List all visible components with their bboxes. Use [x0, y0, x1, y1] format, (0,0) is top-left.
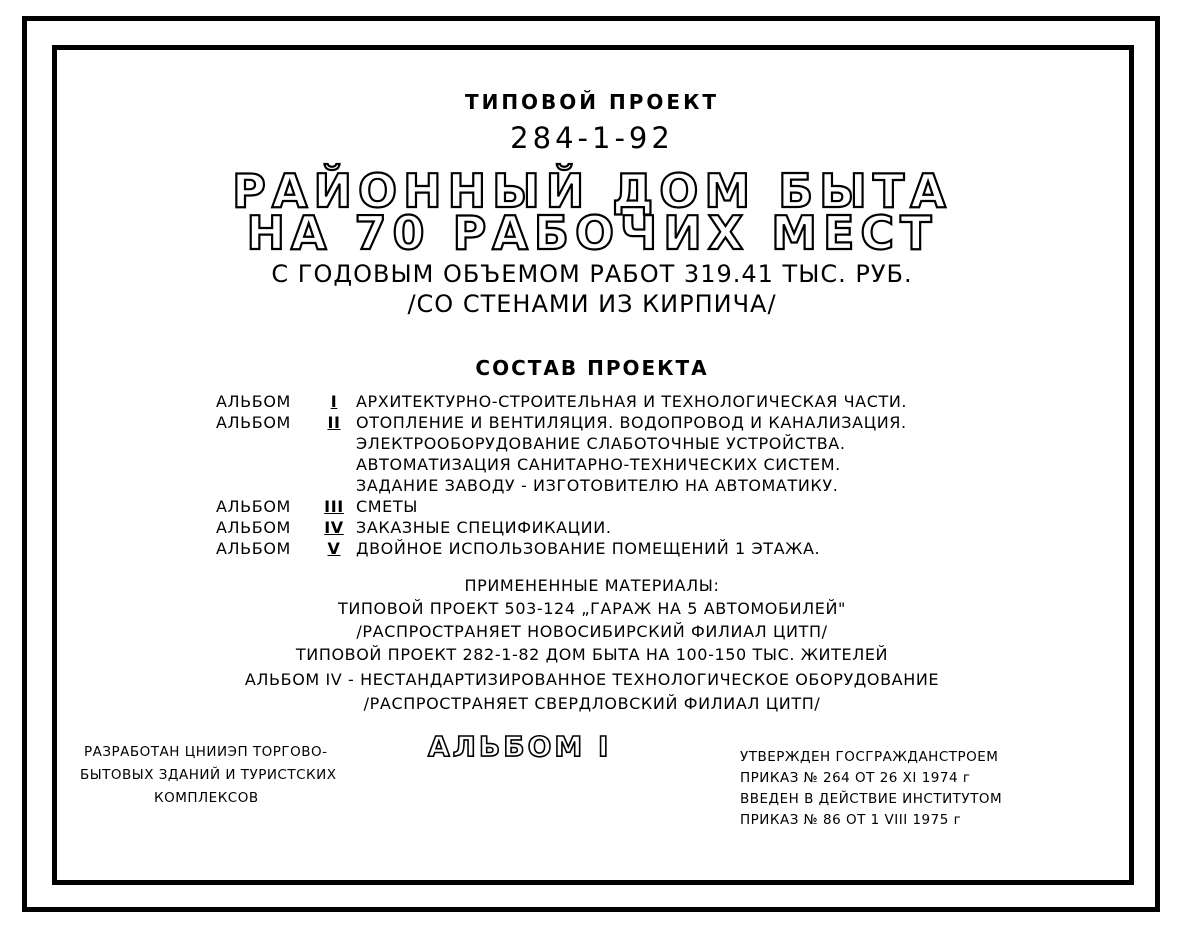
album-description: ЭЛЕКТРООБОРУДОВАНИЕ СЛАБОТОЧНЫЕ УСТРОЙСТВА.	[356, 434, 846, 453]
approval-line: ПРИКАЗ № 86 ОТ 1 VIII 1975 г	[740, 812, 962, 828]
materials-title: ПРИМЕНЕННЫЕ МАТЕРИАЛЫ:	[464, 576, 720, 595]
album-description: АВТОМАТИЗАЦИЯ САНИТАРНО-ТЕХНИЧЕСКИХ СИСТЕМ.	[356, 455, 841, 474]
album-label: АЛЬБОМ	[216, 413, 291, 432]
album-number: IV	[324, 518, 344, 537]
project-code: 284-1-92	[510, 121, 674, 155]
approval-line: ПРИКАЗ № 264 ОТ 26 XI 1974 г	[740, 770, 971, 786]
album-label: АЛЬБОМ	[216, 392, 291, 411]
materials-line: АЛЬБОМ IV - НЕСТАНДАРТИЗИРОВАННОЕ ТЕХНОЛОГИЧЕСКОЕ ОБОРУДОВАНИЕ	[244, 670, 940, 689]
contents-title: СОСТАВ ПРОЕКТА	[475, 356, 709, 380]
album-description: СМЕТЫ	[356, 497, 418, 516]
album-description: ЗАКАЗНЫЕ СПЕЦИФИКАЦИИ.	[356, 518, 612, 537]
approval-line: ВВЕДЕН В ДЕЙСТВИЕ ИНСТИТУТОМ	[740, 791, 1003, 807]
album-description: ЗАДАНИЕ ЗАВОДУ - ИЗГОТОВИТЕЛЮ НА АВТОМАТИКУ.	[356, 476, 839, 495]
developer-line: КОМПЛЕКСОВ	[154, 790, 259, 806]
album-number: I	[330, 392, 338, 411]
album-label-large: АЛЬБОМ I	[428, 730, 612, 763]
materials-line: ТИПОВОЙ ПРОЕКТ 503-124 „ГАРАЖ НА 5 АВТОМОБИЛЕЙ"	[337, 599, 847, 618]
subtitle-line-2: /СО СТЕНАМИ ИЗ КИРПИЧА/	[407, 290, 777, 318]
title-line-2: НА 70 РАБОЧИХ МЕСТ	[246, 206, 938, 260]
album-label: АЛЬБОМ	[216, 539, 291, 558]
approval-line: УТВЕРЖДЕН ГОСГРАЖДАНСТРОЕМ	[740, 749, 999, 765]
album-description: ДВОЙНОЕ ИСПОЛЬЗОВАНИЕ ПОМЕЩЕНИЙ 1 ЭТАЖА.	[356, 539, 821, 558]
album-number: V	[327, 539, 341, 558]
materials-line: /РАСПРОСТРАНЯЕТ НОВОСИБИРСКИЙ ФИЛИАЛ ЦИТП/	[356, 622, 828, 641]
materials-line: /РАСПРОСТРАНЯЕТ СВЕРДЛОВСКИЙ ФИЛИАЛ ЦИТП/	[363, 694, 821, 713]
materials-line: ТИПОВОЙ ПРОЕКТ 282-1-82 ДОМ БЫТА НА 100-150 ТЫС. ЖИТЕЛЕЙ	[295, 645, 889, 664]
album-number: III	[324, 497, 344, 516]
developer-line: БЫТОВЫХ ЗДАНИЙ И ТУРИСТСКИХ	[80, 767, 337, 783]
subtitle-line-1: С ГОДОВЫМ ОБЪЕМОМ РАБОТ 319.41 ТЫС. РУБ.	[271, 260, 913, 288]
developer-line: РАЗРАБОТАН ЦНИИЭП ТОРГОВО-	[84, 744, 328, 760]
title-line-1: РАЙОННЫЙ ДОМ БЫТА	[232, 164, 952, 218]
album-description: АРХИТЕКТУРНО-СТРОИТЕЛЬНАЯ И ТЕХНОЛОГИЧЕСКАЯ ЧАСТИ.	[356, 392, 908, 411]
album-number: II	[327, 413, 341, 432]
album-description: ОТОПЛЕНИЕ И ВЕНТИЛЯЦИЯ. ВОДОПРОВОД И КАНАЛИЗАЦИЯ.	[356, 413, 907, 432]
album-label: АЛЬБОМ	[216, 518, 291, 537]
project-kicker: ТИПОВОЙ ПРОЕКТ	[464, 90, 720, 114]
album-label: АЛЬБОМ	[216, 497, 291, 516]
